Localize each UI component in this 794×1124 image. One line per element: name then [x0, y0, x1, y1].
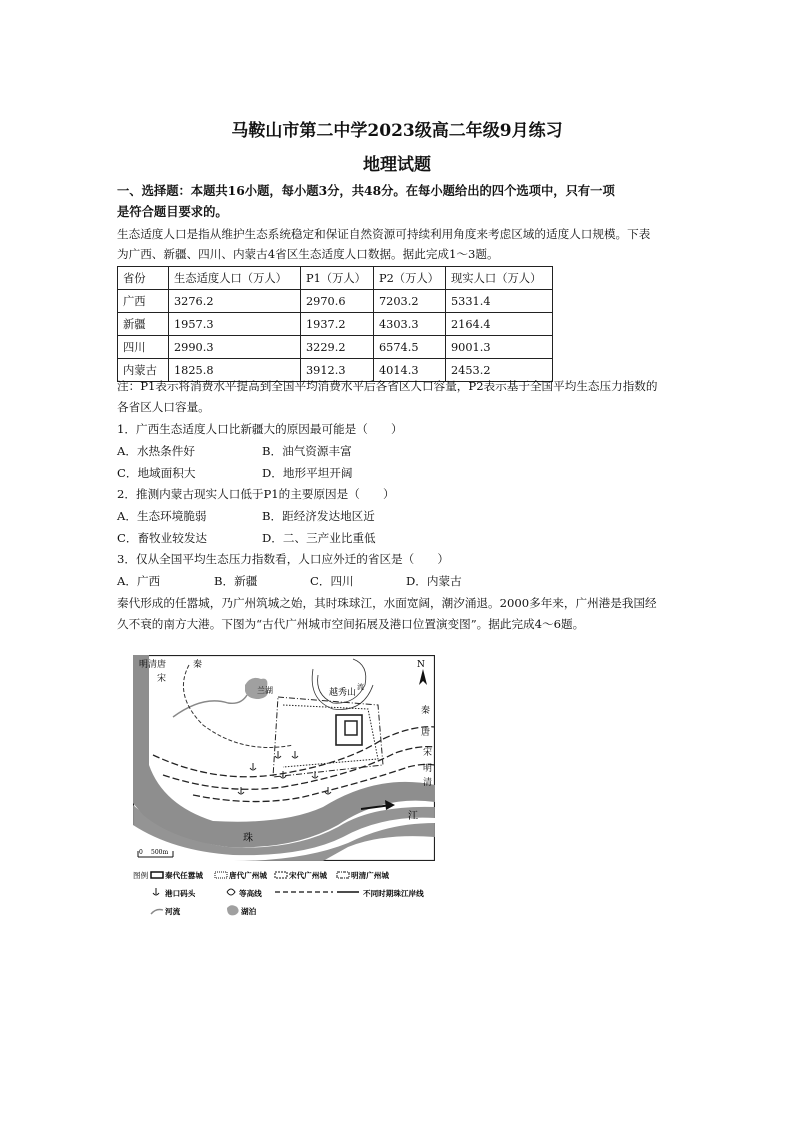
question-2-option-a[interactable]: A．生态环境脆弱	[117, 509, 207, 523]
table-cell: 2970.6	[301, 290, 374, 313]
question-3-option-c[interactable]: C．四川	[310, 574, 354, 588]
exam-title: 马鞍山市第二中学2023级高二年级9月练习	[231, 121, 563, 141]
legend-qin-city: 秦代任嚣城	[165, 871, 203, 880]
question-1-option-c[interactable]: C．地域面积大	[117, 466, 196, 480]
table-header-cell: P1（万人）	[301, 267, 374, 290]
table-row	[118, 313, 553, 336]
guangzhou-evolution-map	[133, 655, 435, 861]
table-cell: 3912.3	[301, 359, 374, 382]
legend-port: 港口码头	[165, 889, 196, 898]
question-1-option-d[interactable]: D．地形平坦开阔	[262, 466, 353, 480]
label-ming-right: 明	[423, 764, 433, 774]
label-yuexiushan: 越秀山	[329, 688, 357, 698]
question-1-stem: 1．广西生态适度人口比新疆大的原因最可能是（ ）	[117, 422, 403, 436]
table-cell: 9001.3	[446, 336, 553, 359]
passage1-line2: 为广西、新疆、四川、内蒙古4省区生态适度人口数据。据此完成1～3题。	[117, 247, 499, 261]
legend-song-city: 宋代广州城	[289, 871, 327, 880]
table-header-cell: 现实人口（万人）	[446, 267, 553, 290]
legend-river: 河流	[165, 907, 181, 916]
table-cell: 1957.3	[169, 313, 301, 336]
table-cell: 3229.2	[301, 336, 374, 359]
legend-title: 图例	[133, 871, 149, 880]
legend-tang-swatch	[215, 872, 227, 878]
label-song: 宋	[157, 674, 167, 684]
table-cell: 2164.4	[446, 313, 553, 336]
legend-qin-swatch	[151, 872, 163, 878]
label-song-right: 宋	[423, 748, 433, 758]
table-header-cell: 生态适度人口（万人）	[169, 267, 301, 290]
label-lanhu: 兰湖	[257, 686, 273, 695]
table-row	[118, 290, 553, 313]
legend-river-icon	[151, 910, 163, 915]
label-north: N	[417, 660, 425, 670]
question-1-option-a[interactable]: A．水热条件好	[117, 444, 195, 458]
section-heading-line1: 一、选择题：本题共16小题，每小题3分，共48分。在每小题给出的四个选项中，只有一项	[117, 183, 615, 198]
passage1-line1: 生态适度人口是指从维护生态系统稳定和保证自然资源可持续利用角度来考虑区域的适度人口规模。下表	[117, 227, 651, 241]
question-2-stem: 2．推测内蒙古现实人口低于P1的主要原因是（ ）	[117, 487, 395, 501]
question-2-option-c[interactable]: C．畜牧业较发达	[117, 531, 208, 545]
legend-contour-icon	[227, 889, 235, 895]
legend-anchor-icon	[153, 888, 159, 895]
legend-lake-icon	[227, 905, 239, 915]
table-cell: 3276.2	[169, 290, 301, 313]
scale-zero: 0	[139, 849, 143, 856]
note-line1: 注：P1表示将消费水平提高到全国平均消费水平后各省区人口容量，P2表示基于全国平均生态压力指数的	[117, 379, 658, 393]
table-cell: 新疆	[118, 313, 169, 336]
label-liu: 流	[357, 683, 364, 691]
label-ming-qing: 明清	[139, 660, 158, 670]
passage2-line2: 久不衰的南方大港。下图为“古代广州城市空间拓展及港口位置演变图”。据此完成4～6题。	[117, 617, 585, 631]
section-heading-line2: 是符合题目要求的。	[117, 204, 228, 219]
question-1-option-b[interactable]: B．油气资源丰富	[262, 444, 352, 458]
label-zhu: 珠	[243, 833, 253, 844]
table-cell: 4303.3	[374, 313, 446, 336]
question-3-option-a[interactable]: A．广西	[117, 574, 161, 588]
table-cell: 7203.2	[374, 290, 446, 313]
question-3-stem: 3．仅从全国平均生态压力指数看，人口应外迁的省区是（ ）	[117, 552, 450, 566]
legend-mingqing-swatch	[337, 872, 349, 878]
question-3-option-d[interactable]: D．内蒙古	[406, 574, 462, 588]
scale-label: 500m	[151, 849, 169, 856]
table-header-row	[118, 267, 553, 290]
label-qin: 秦	[193, 660, 203, 670]
legend-tang-city: 唐代广州城	[229, 871, 267, 880]
table-cell: 1825.8	[169, 359, 301, 382]
question-3-option-b[interactable]: B．新疆	[214, 574, 258, 588]
table-cell: 2990.3	[169, 336, 301, 359]
table-cell: 内蒙古	[118, 359, 169, 382]
label-qing-right: 清	[423, 778, 433, 788]
table-cell: 5331.4	[446, 290, 553, 313]
passage2-line1: 秦代形成的任嚣城，乃广州筑城之始，其时珠球江，水面宽阔，潮汐涌退。2000多年来，广州港是我国经	[117, 596, 657, 610]
legend-contour: 等高线	[239, 889, 262, 898]
table-cell: 1937.2	[301, 313, 374, 336]
population-table	[117, 266, 553, 382]
table-cell: 广西	[118, 290, 169, 313]
question-2-option-d[interactable]: D．二、三产业比重低	[262, 531, 376, 545]
note-line2: 各省区人口容量。	[117, 400, 210, 414]
label-qin-right: 秦	[421, 706, 431, 716]
table-cell: 6574.5	[374, 336, 446, 359]
legend-lake: 湖泊	[241, 907, 257, 916]
label-tang-right: 唐	[421, 728, 431, 738]
label-tang: 唐	[157, 660, 167, 670]
legend-shoreline: 不同时期珠江岸线	[363, 889, 424, 898]
table-cell: 2453.2	[446, 359, 553, 382]
question-2-option-b[interactable]: B．距经济发达地区近	[262, 509, 375, 523]
table-header-cell: P2（万人）	[374, 267, 446, 290]
legend-song-swatch	[275, 872, 287, 878]
table-cell: 四川	[118, 336, 169, 359]
table-header-cell: 省份	[118, 267, 169, 290]
table-row	[118, 336, 553, 359]
table-cell: 4014.3	[374, 359, 446, 382]
exam-subtitle: 地理试题	[363, 155, 431, 175]
legend-mingqing-city: 明清广州城	[351, 871, 389, 880]
map-legend	[133, 868, 453, 920]
label-jiang: 江	[408, 811, 418, 822]
